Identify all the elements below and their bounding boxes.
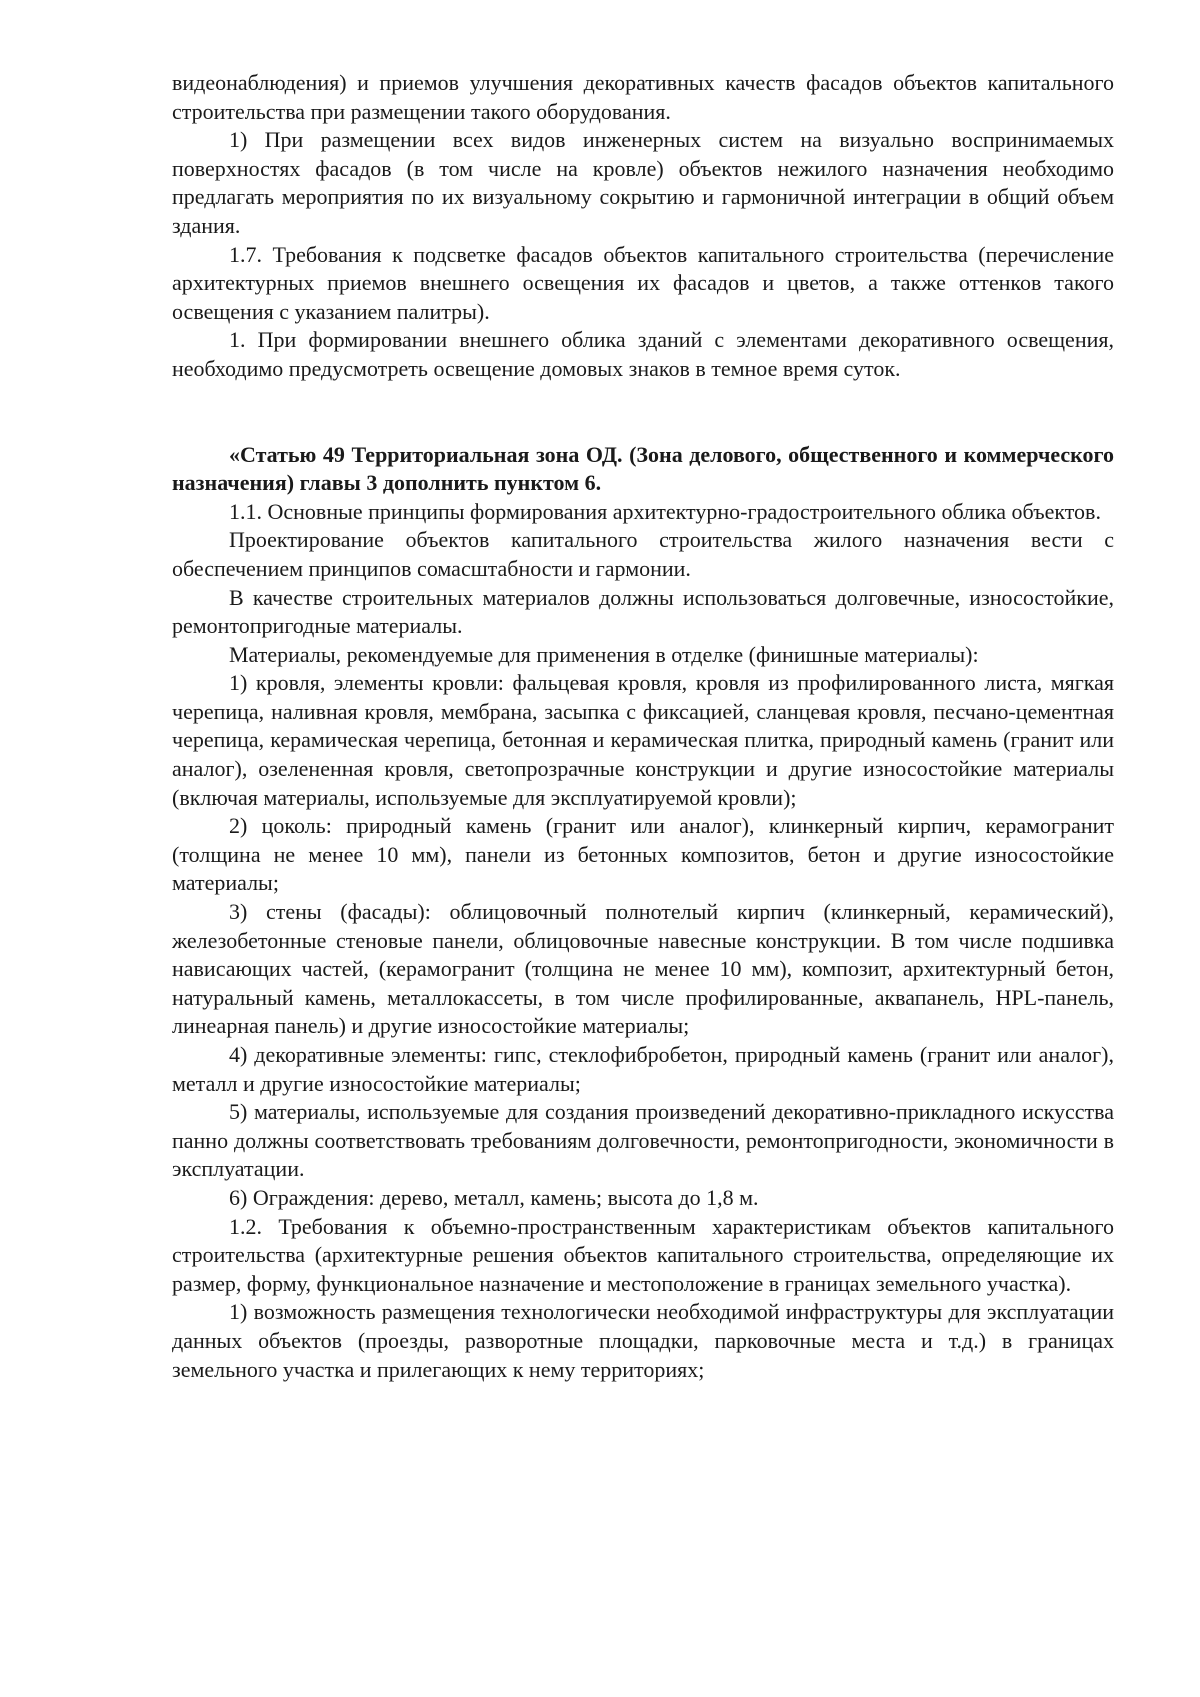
list-item-roof: 1) кровля, элементы кровли: фальцевая кровля, кровля из профилированного листа, мягкая черепица, наливная кровля, мембрана, засыпка с фиксацией, сланцевая кровля, песчано-цементная черепица, керамическая черепица, бетонная и керамическая плитка, природный камень (гранит или аналог), озелененная кровля, светопрозрачные конструкции и другие износостойкие материалы (включая материалы, используемые для эксплуатируемой кровли); [172,670,1114,810]
paragraph-materials-general: В качестве строительных материалов должны использоваться долговечные, износостойкие, ремонтопригодные материалы. [172,584,1114,639]
paragraph-section-1-1: 1.1. Основные принципы формирования архитектурно-градостроительного облика объектов. [229,498,1101,524]
list-item-infrastructure: 1) возможность размещения технологически необходимой инфраструктуры для эксплуатации данных объектов (проезды, разворотные площадки, парковочные места и т.д.) в границах земельного участка и прилегающих к нему территориях; [172,1299,1114,1382]
paragraph-engineering-systems: 1) При размещении всех видов инженерных систем на визуально воспринимаемых поверхностях фасадов (в том числе на кровле) объектов нежилого назначения необходимо предлагать мероприятия по их визуальному сокрытию и гармоничной интеграции в общий объем здания. [172,127,1114,238]
list-item-art-materials: 5) материалы, используемые для создания произведений декоративно-прикладного искусства панно должны соответствовать требованиям долговечности, ремонтопригодности, экономичности в эксплуатации. [172,1099,1114,1182]
paragraph-materials-intro: Материалы, рекомендуемые для применения в отделке (финишные материалы): [229,641,979,667]
list-item-walls: 3) стены (фасады): облицовочный полнотелый кирпич (клинкерный, керамический), железобетонные стеновые панели, облицовочные навесные конструкции. В том числе подшивка нависающих частей, (керамогранит (толщина не менее 10 мм), композит, архитектурный бетон, натуральный камень, металлокассеты, в том числе профилированные, аквапанель, HPL-панель, линеарная панель) и другие износостойкие материалы; [172,899,1114,1039]
section-heading: «Статью 49 Территориальная зона ОД. (Зона делового, общественного и коммерческого назначения) главы 3 дополнить пунктом 6. [172,441,1114,496]
list-item-plinth: 2) цоколь: природный камень (гранит или аналог), клинкерный кирпич, керамогранит (толщина не менее 10 мм), панели из бетонных композитов, бетон и другие износостойкие материалы; [172,813,1114,896]
section-gap [172,384,1114,441]
paragraph-section-1-2: 1.2. Требования к объемно-пространственным характеристикам объектов капитального строительства (архитектурные решения объектов капитального строительства, определяющие их размер, форму, функциональное назначение и местоположение в границах земельного участка). [172,1213,1114,1296]
list-item-fences: 6) Ограждения: дерево, металл, камень; высота до 1,8 м. [229,1184,759,1210]
paragraph-design-principles: Проектирование объектов капитального строительства жилого назначения вести с обеспечением принципов сомасштабности и гармонии. [172,527,1114,581]
list-item-decorative: 4) декоративные элементы: гипс, стеклофибробетон, природный камень (гранит или аналог), металл и другие износостойкие материалы; [172,1042,1114,1096]
paragraph-continuation: видеонаблюдения) и приемов улучшения декоративных качеств фасадов объектов капитального строительства при размещении такого оборудования. [172,70,1114,124]
paragraph-lighting: 1. При формировании внешнего облика зданий с элементами декоративного освещения, необходимо предусмотреть освещение домовых знаков в темное время суток. [172,327,1114,381]
paragraph-section-1-7: 1.7. Требования к подсветке фасадов объектов капитального строительства (перечисление архитектурных приемов внешнего освещения их фасадов и цветов, а также оттенков такого освещения с указанием палитры). [172,241,1114,324]
